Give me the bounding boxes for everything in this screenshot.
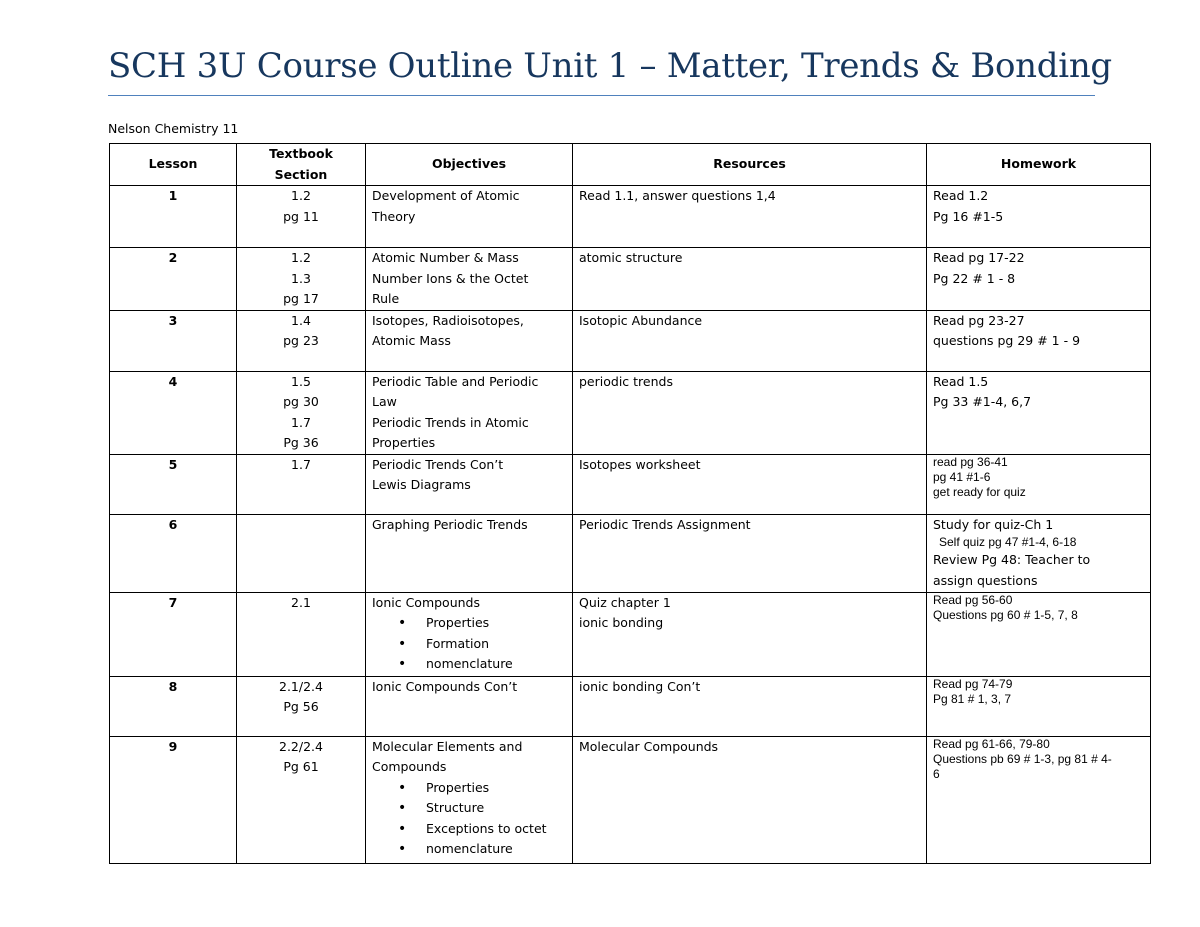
resource-line: Quiz chapter 1 [579, 594, 671, 610]
objective-line: Atomic Mass [372, 333, 451, 348]
resource-line: Isotopes worksheet [579, 456, 701, 472]
objectives-cell [366, 248, 573, 311]
objective-line: Periodic Trends in Atomic [372, 414, 529, 430]
objective-line: Atomic Number & Mass [372, 250, 519, 265]
objective-line: Molecular Elements and [372, 738, 523, 754]
table-row [110, 514, 1151, 592]
lesson-number: 6 [110, 514, 237, 592]
homework-line: Pg 81 # 1, 3, 7 [933, 691, 1012, 706]
table-row [110, 310, 1151, 371]
table-row [110, 676, 1151, 736]
homework-cell [927, 454, 1151, 514]
textbook-name: Nelson Chemistry 11 [108, 121, 239, 136]
lesson-number: 2 [110, 248, 237, 311]
lesson-number: 4 [110, 371, 237, 454]
homework-cell [927, 676, 1151, 736]
homework-line: Read pg 61-66, 79-80 [933, 736, 1050, 751]
homework-line: pg 41 #1-6 [933, 469, 991, 484]
textbook-section-cell [237, 186, 366, 248]
resources-cell [573, 248, 927, 311]
resource-line: Periodic Trends Assignment [579, 516, 751, 532]
textbook-section-cell [237, 592, 366, 676]
objective-bullet-item: • nomenclature [372, 654, 566, 675]
objective-line: Theory [372, 208, 416, 224]
textbook-section-line: 2.2/2.4 [279, 738, 323, 754]
objective-line: Graphing Periodic Trends [372, 516, 528, 532]
header-homework: Homework [927, 144, 1151, 186]
objectives-cell [366, 310, 573, 371]
textbook-section-line: 1.5 [291, 373, 311, 389]
resources-cell [573, 186, 927, 248]
objective-bullet-list [372, 613, 566, 675]
homework-line: get ready for quiz [933, 484, 1026, 499]
table-row [110, 736, 1151, 863]
homework-cell [927, 514, 1151, 592]
objective-bullet-item: • nomenclature [372, 839, 566, 860]
textbook-section-cell [237, 676, 366, 736]
homework-line: read pg 36-41 [933, 454, 1008, 469]
resource-line: atomic structure [579, 250, 683, 265]
objectives-cell [366, 592, 573, 676]
homework-line: questions pg 29 # 1 - 9 [933, 333, 1081, 348]
objective-line: Ionic Compounds [372, 594, 481, 610]
objective-line: Rule [372, 291, 400, 306]
table-header-row [110, 144, 1151, 186]
resource-line: Molecular Compounds [579, 738, 719, 754]
resource-line: periodic trends [579, 373, 673, 389]
homework-line: Study for quiz-Ch 1 [933, 516, 1054, 532]
table-row [110, 592, 1151, 676]
table-row [110, 454, 1151, 514]
objective-line: Lewis Diagrams [372, 477, 471, 492]
textbook-section-line: 2.1/2.4 [279, 678, 323, 694]
objectives-cell [366, 514, 573, 592]
table-body [110, 186, 1151, 864]
textbook-section-line: Pg 61 [283, 759, 319, 774]
objective-line: Development of Atomic [372, 188, 520, 203]
homework-line: Questions pb 69 # 1-3, pg 81 # 4- [933, 751, 1112, 766]
objective-bullet-item: • Properties [372, 613, 566, 634]
objective-line: Number Ions & the Octet [372, 270, 529, 286]
homework-line: Read pg 56-60 [933, 592, 1013, 607]
lesson-number: 9 [110, 736, 237, 863]
header-resources: Resources [573, 144, 927, 186]
lesson-number: 7 [110, 592, 237, 676]
resources-cell [573, 514, 927, 592]
objective-line: Isotopes, Radioisotopes, [372, 312, 524, 328]
objectives-cell [366, 186, 573, 248]
homework-line: Questions pg 60 # 1-5, 7, 8 [933, 607, 1078, 622]
objectives-cell [366, 454, 573, 514]
homework-line: Self quiz pg 47 #1-4, 6-18 [939, 535, 1077, 549]
homework-line: Read pg 17-22 [933, 250, 1025, 265]
textbook-section-line: 1.2 [291, 188, 311, 203]
textbook-section-cell [237, 514, 366, 592]
objectives-cell [366, 736, 573, 863]
header-objectives: Objectives [366, 144, 573, 186]
table-row [110, 248, 1151, 311]
objective-line: Ionic Compounds Con’t [372, 678, 518, 694]
homework-line: Pg 22 # 1 - 8 [933, 270, 1016, 286]
textbook-section-line: pg 23 [283, 333, 319, 348]
lesson-number: 3 [110, 310, 237, 371]
objective-line: Periodic Trends Con’t [372, 456, 504, 472]
objective-bullet-item: • Structure [372, 798, 566, 819]
resources-cell [573, 736, 927, 863]
objective-bullet-item: • Exceptions to octet [372, 819, 566, 840]
homework-cell [927, 371, 1151, 454]
resources-cell [573, 454, 927, 514]
resources-cell [573, 310, 927, 371]
homework-cell [927, 310, 1151, 371]
objective-line: Compounds [372, 759, 447, 774]
header-textbook-line1: Textbook [269, 146, 333, 161]
homework-line: Read pg 74-79 [933, 676, 1013, 691]
objective-bullet-item: • Formation [372, 634, 566, 655]
textbook-section-line: 2.1 [291, 594, 311, 610]
resources-cell [573, 371, 927, 454]
homework-line: Read 1.5 [933, 373, 989, 389]
header-textbook-section [237, 144, 366, 186]
homework-cell [927, 592, 1151, 676]
header-textbook-line2: Section [274, 166, 328, 182]
resources-cell [573, 676, 927, 736]
homework-line: Pg 16 #1-5 [933, 208, 1004, 224]
course-outline-table [109, 143, 1151, 864]
header-lesson: Lesson [110, 144, 237, 186]
objectives-cell [366, 676, 573, 736]
resource-line: Isotopic Abundance [579, 312, 703, 328]
textbook-section-cell [237, 248, 366, 311]
table-row [110, 186, 1151, 248]
homework-line: Read pg 23-27 [933, 312, 1025, 328]
objective-bullet-item: • Properties [372, 778, 566, 799]
homework-line: Pg 33 #1-4, 6,7 [933, 394, 1032, 409]
lesson-number: 5 [110, 454, 237, 514]
textbook-section-line: pg 17 [283, 291, 319, 306]
homework-line: Read 1.2 [933, 188, 989, 203]
textbook-section-cell [237, 371, 366, 454]
textbook-section-line: pg 30 [283, 394, 319, 409]
textbook-section-line: 1.3 [291, 270, 311, 286]
homework-line: 6 [933, 766, 940, 781]
textbook-section-cell [237, 310, 366, 371]
textbook-section-line: 1.7 [291, 414, 311, 430]
table-row [110, 371, 1151, 454]
lesson-number: 8 [110, 676, 237, 736]
resources-cell [573, 592, 927, 676]
homework-cell [927, 736, 1151, 863]
textbook-section-line: 1.2 [291, 250, 311, 265]
textbook-section-line: Pg 36 [283, 435, 319, 450]
objective-line: Law [372, 394, 397, 409]
resource-line: ionic bonding [579, 615, 664, 630]
resource-line: ionic bonding Con’t [579, 678, 701, 694]
textbook-section-line: Pg 56 [283, 699, 319, 714]
objective-line: Properties [372, 435, 436, 450]
homework-cell [927, 248, 1151, 311]
textbook-section-cell [237, 454, 366, 514]
objective-line: Periodic Table and Periodic [372, 373, 539, 389]
resource-line: Read 1.1, answer questions 1,4 [579, 188, 776, 203]
page-title: SCH 3U Course Outline Unit 1 – Matter, Trends & Bonding [108, 46, 1112, 86]
textbook-section-cell [237, 736, 366, 863]
textbook-section-line: 1.7 [291, 456, 311, 472]
homework-line: Review Pg 48: Teacher to [933, 552, 1091, 567]
textbook-section-line: pg 11 [283, 208, 319, 224]
lesson-number: 1 [110, 186, 237, 248]
homework-line: assign questions [933, 572, 1038, 588]
objective-bullet-list [372, 778, 566, 860]
homework-cell [927, 186, 1151, 248]
objectives-cell [366, 371, 573, 454]
textbook-section-line: 1.4 [291, 312, 311, 328]
title-underline [108, 95, 1095, 96]
